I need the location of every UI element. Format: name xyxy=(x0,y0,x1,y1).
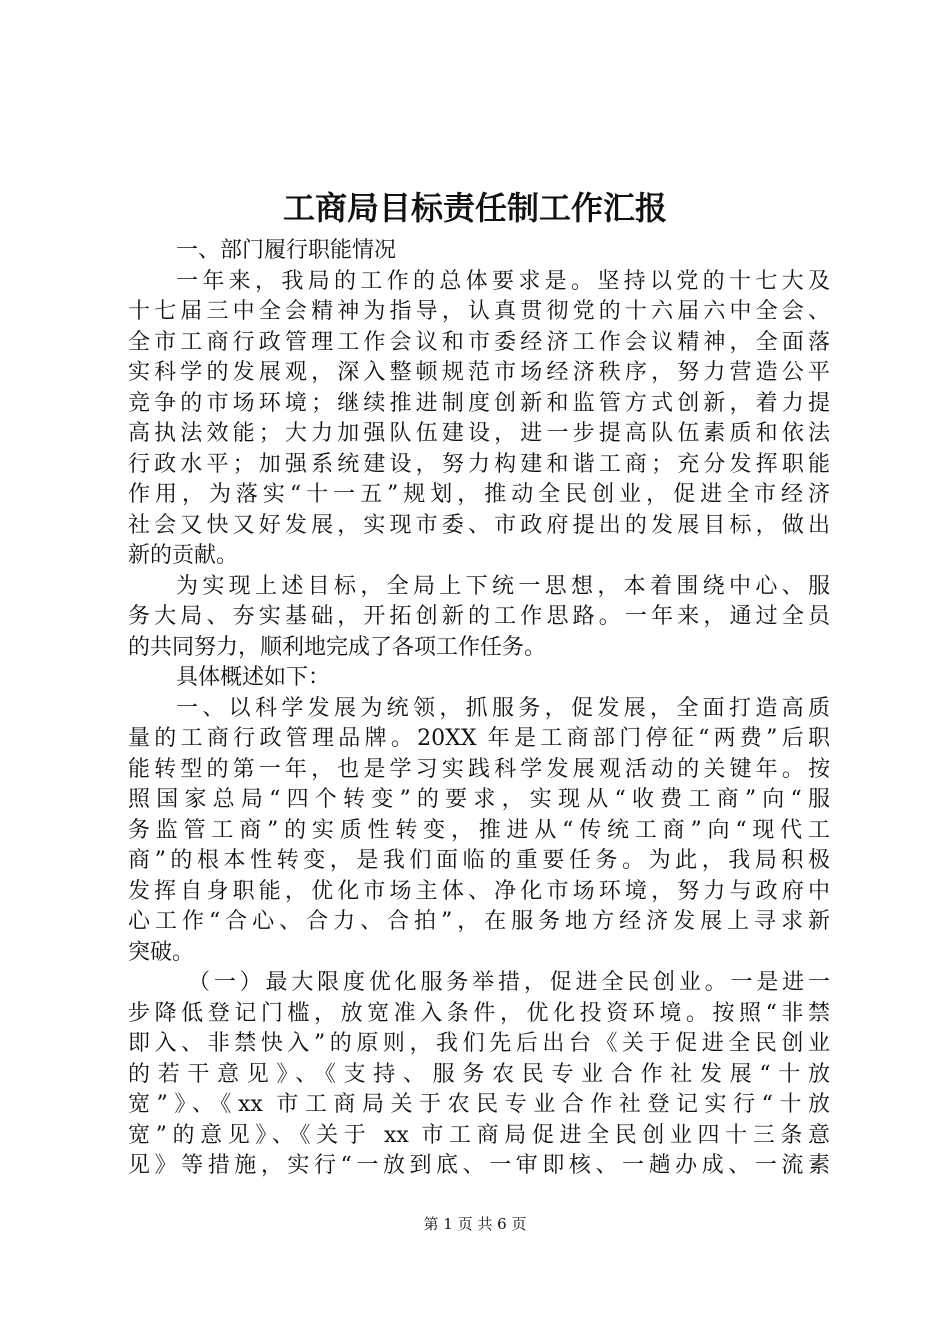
paragraph-line: 即入、非禁快入”的原则，我们先后出台《关于促进全民创业 xyxy=(128,1031,830,1056)
paragraph-line: 宽”》、《xx 市工商局关于农民专业合作社登记实行“十放 xyxy=(128,1092,830,1117)
paragraph-line: 一年来，我局的工作的总体要求是。坚持以党的十七大及 xyxy=(176,268,830,294)
paragraph-line: 新的贡献。 xyxy=(128,543,239,568)
paragraph-line: 一、以科学发展为统领，抓服务，促发展，全面打造高质 xyxy=(176,695,830,721)
paragraph-line: 竞争的市场环境；继续推进制度创新和监管方式创新，着力提 xyxy=(128,390,830,416)
paragraph-line: 见》等措施，实行“一放到底、一审即核、一趟办成、一流素 xyxy=(128,1153,830,1178)
paragraph-line: 具体概述如下： xyxy=(176,665,331,690)
paragraph-line: 心工作“合心、合力、合拍”，在服务地方经济发展上寻求新 xyxy=(128,909,830,934)
paragraph-line: 发挥自身职能，优化市场主体、净化市场环境，努力与政府中 xyxy=(128,878,830,904)
paragraph-line: 十七届三中全会精神为指导，认真贯彻党的十六届六中全会、 xyxy=(128,299,830,324)
paragraph-line: （一）最大限度优化服务举措，促进全民创业。一是进一 xyxy=(188,970,830,995)
paragraph-line: 作用，为落实“十一五”规划，推动全民创业，促进全市经济 xyxy=(128,482,830,507)
paragraph-line: 的共同努力，顺利地完成了各项工作任务。 xyxy=(128,634,547,660)
paragraph-line: 务大局、夯实基础，开拓创新的工作思路。一年来，通过全员 xyxy=(128,604,830,629)
document-title: 工商局目标责任制工作汇报 xyxy=(282,189,667,227)
paragraph-line: 能转型的第一年，也是学习实践科学发展观活动的关键年。按 xyxy=(128,756,830,782)
paragraph-line: 全市工商行政管理工作会议和市委经济工作会议精神，全面落 xyxy=(128,329,830,355)
paragraph-line: 务监管工商”的实质性转变，推进从“传统工商”向“现代工 xyxy=(128,817,830,843)
paragraph-line: 社会又快又好发展，实现市委、市政府提出的发展目标，做出 xyxy=(128,512,830,538)
document-body xyxy=(128,236,830,1182)
paragraph-line: 为实现上述目标，全局上下统一思想，本着围绕中心、服 xyxy=(176,573,830,599)
paragraph-line: 的若干意见》、《支持、服务农民专业合作社发展“十放 xyxy=(128,1061,830,1087)
paragraph-line: 步降低登记门槛，放宽准入条件，优化投资环境。按照“非禁 xyxy=(128,1000,830,1026)
paragraph-line: 高执法效能；大力加强队伍建设，进一步提高队伍素质和依法 xyxy=(128,421,830,446)
paragraph-line: 量的工商行政管理品牌。20XX 年是工商部门停征“两费”后职 xyxy=(128,726,830,751)
page-number-footer: 第 1 页 共 6 页 xyxy=(423,1215,527,1233)
paragraph-line: 实科学的发展观，深入整顿规范市场经济秩序，努力营造公平 xyxy=(128,360,830,385)
paragraph-line: 照国家总局“四个转变”的要求，实现从“收费工商”向“服 xyxy=(128,787,830,812)
section-heading: 一、部门履行职能情况 xyxy=(176,238,397,263)
paragraph-line: 行政水平；加强系统建设，努力构建和谐工商；充分发挥职能 xyxy=(128,451,830,477)
paragraph-line: 宽”的意见》、《关于 xx 市工商局促进全民创业四十三条意 xyxy=(128,1122,830,1148)
paragraph-line: 突破。 xyxy=(128,939,195,965)
paragraph-line: 商”的根本性转变，是我们面临的重要任务。为此，我局积极 xyxy=(128,848,830,873)
